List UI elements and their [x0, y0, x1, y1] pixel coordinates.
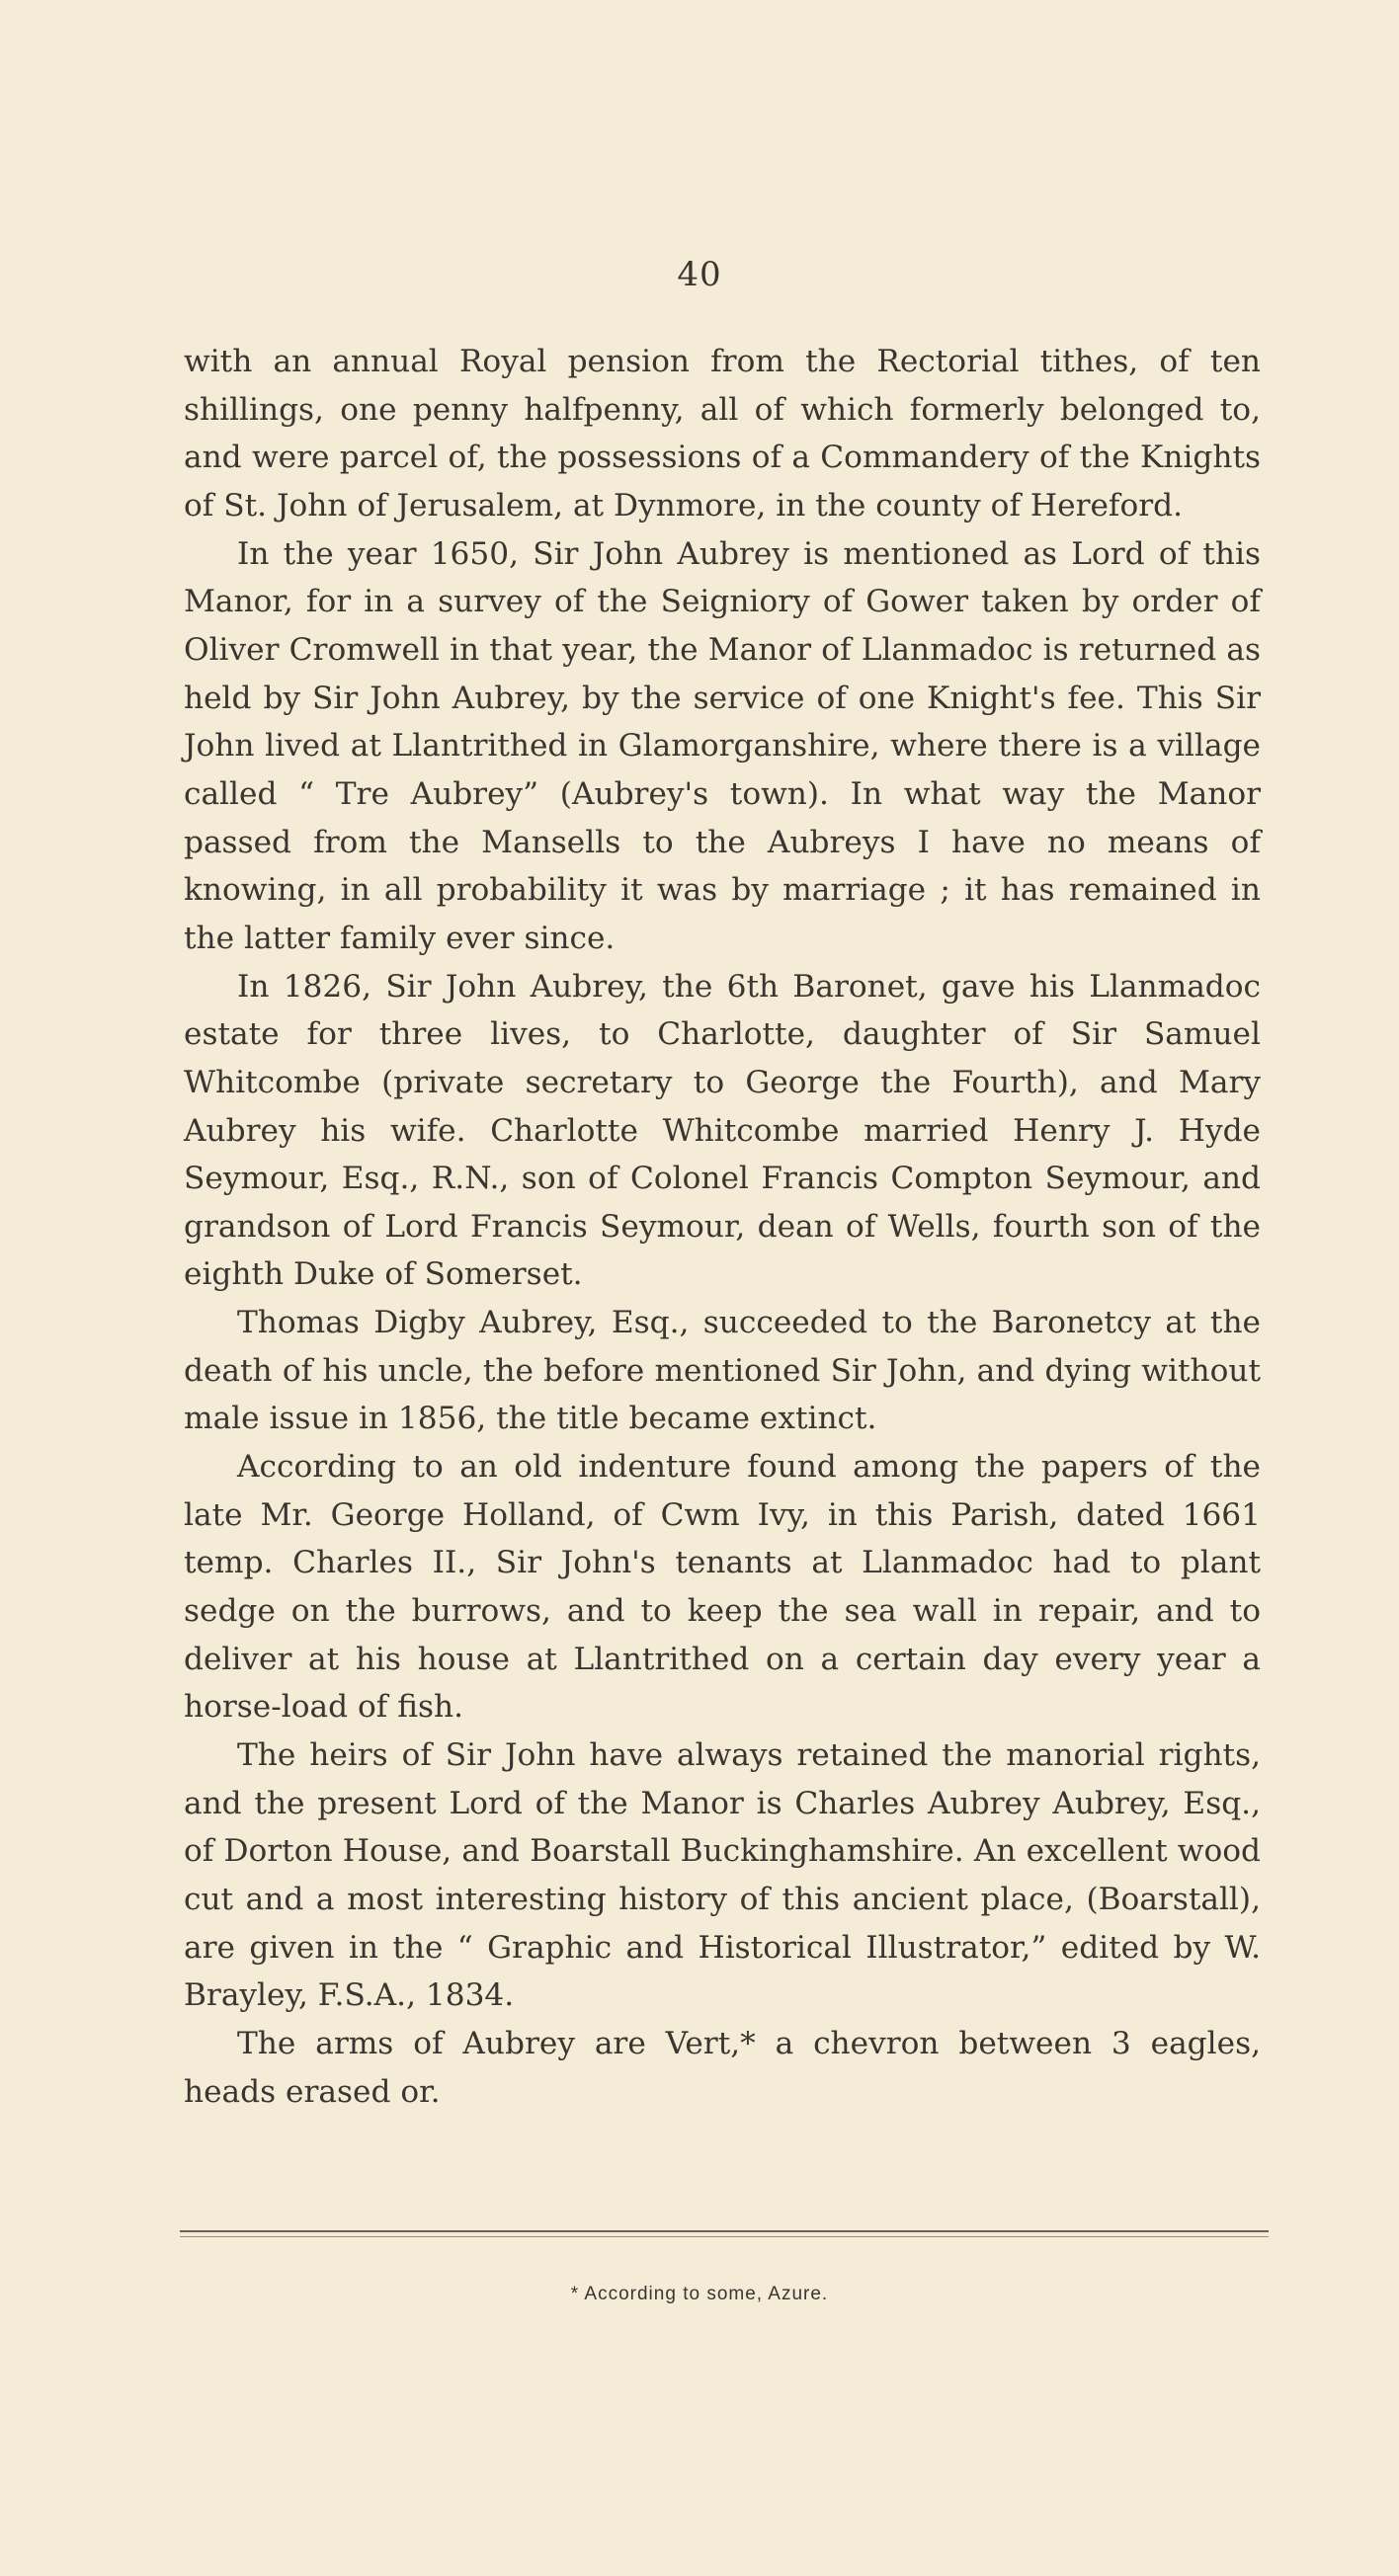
footnote: * According to some, Azure.	[570, 2284, 829, 2304]
paragraph-continuation: with an annual Royal pension from the Rectorial tithes, of ten shillings, one penny halfpenny, all of which formerly belonged to, and were parcel of, the possessions of a Commandery of the Knights of St. John of Jerusalem, at Dynmore, in the county of Hereford.	[184, 344, 1261, 523]
footnote-divider	[180, 2230, 1269, 2232]
paragraph-1826-estate: In 1826, Sir John Aubrey, the 6th Baronet, gave his Llanmadoc estate for three lives, to Charlotte, daughter of Sir Samuel Whitcombe (private secretary to George the Fourth), and Mary Aubrey his wife. Charlotte Whitcombe married Henry J. Hyde Seymour, Esq., R.N., son of Colonel Francis Compton Seymour, and grandson of Lord Francis Seymour, dean of Wells, fourth son of the eighth Duke of Somerset.	[184, 968, 1261, 1293]
body-text	[184, 338, 1261, 2116]
paragraph-indenture-1661: According to an old indenture found among the papers of the late Mr. George Holland, of Cwm Ivy, in this Parish, dated 1661 temp. Charles II., Sir John's tenants at Llanmadoc had to plant sedge on the burrows, and to keep the sea wall in repair, and to deliver at his house at Llantrithed on a certain day every year a horse-load of fish.	[184, 1449, 1261, 1726]
page-number: 40	[677, 255, 722, 294]
paragraph-sir-john-1650: In the year 1650, Sir John Aubrey is mentioned as Lord of this Manor, for in a survey of the Seigniory of Gower taken by order of Oliver Cromwell in that year, the Manor of Llanmadoc is returned as held by Sir John Aubrey, by the service of one Knight's fee. This Sir John lived at Llantrithed in Glamorganshire, where there is a village called “ Tre Aubrey” (Aubrey's town). In what way the Manor passed from the Mansells to the Aubreys I have no means of knowing, in all probability it was by marriage ; it has remained in the latter family ever since.	[184, 535, 1261, 956]
paragraph-heirs-manorial: The heirs of Sir John have always retained the manorial rights, and the present Lord of the Manor is Charles Aubrey Aubrey, Esq., of Dorton House, and Boarstall Buckinghamshire. An excellent wood cut and a most interesting history of this ancient place, (Boarstall), are given in the “ Graphic and Historical Illustrator,” edited by W. Brayley, F.S.A., 1834.	[184, 1737, 1261, 2014]
paragraph-thomas-digby: Thomas Digby Aubrey, Esq., succeeded to the Baronetcy at the death of his uncle, the before mentioned Sir John, and dying without male issue in 1856, the title became extinct.	[184, 1305, 1261, 1437]
footnote-divider-thin	[180, 2236, 1269, 2237]
paragraph-arms-of-aubrey: The arms of Aubrey are Vert,* a chevron between 3 eagles, heads erased or.	[184, 2025, 1261, 2110]
